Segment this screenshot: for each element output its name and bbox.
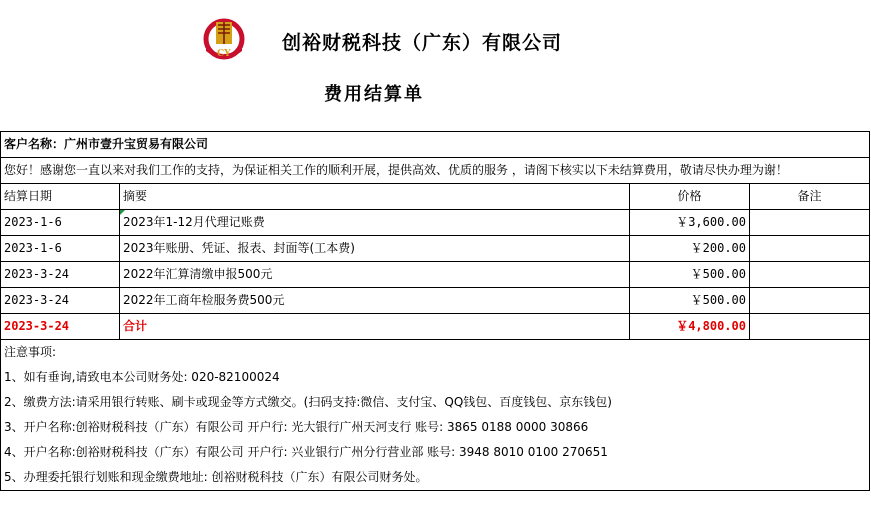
note-row [1,390,870,415]
customer-name: 广州市壹升宝贸易有限公司 [64,137,209,151]
table-row [1,262,870,288]
note-item: 2、缴费方法:请采用银行转账、刷卡或现金等方式缴交。(扫码支持:微信、支付宝、QQ钱包、百度钱包、京东钱包) [1,390,870,415]
notes-title-row [1,340,870,366]
greeting-text: 您好！感谢您一直以来对我们工作的支持，为保证相关工作的顺利开展，提供高效、优质的服务 ，请阁下核实以下未结算费用，敬请尽快办理为谢！ [1,158,870,184]
row-summary: 2023年账册、凭证、报表、封面等(工本费) [120,236,630,262]
row-remark [750,262,870,288]
note-row [1,365,870,390]
row-date: 2023-3-24 [1,262,120,288]
note-item: 4、开户名称:创裕财税科技（广东）有限公司 开户行: 兴业银行广州分行营业部 账号: 3948 8010 0100 270651 [1,440,870,465]
row-summary: 2022年工商年检服务费500元 [120,288,630,314]
total-row [1,314,870,340]
table-header-row [1,184,870,210]
customer-cell [1,132,870,158]
note-row [1,440,870,465]
table-row [1,288,870,314]
note-row [1,415,870,440]
company-name: 创裕财税科技（广东）有限公司 [282,32,563,54]
note-item: 5、办理委托银行划账和现金缴费地址: 创裕财税科技（广东）有限公司财务处。 [1,465,870,491]
total-price: ￥4,800.00 [630,314,750,340]
row-date: 2023-1-6 [1,236,120,262]
row-price: ￥500.00 [630,262,750,288]
note-item: 1、如有垂询,请致电本公司财务处: 020-82100024 [1,365,870,390]
header-remark: 备注 [750,184,870,210]
total-date: 2023-3-24 [1,314,120,340]
company-logo [200,16,248,62]
customer-label: 客户名称： [4,137,65,151]
row-date: 2023-1-6 [1,210,120,236]
row-remark [750,236,870,262]
header-price: 价格 [630,184,750,210]
document-title: 费用结算单 [324,84,424,105]
note-row [1,465,870,491]
row-price: ￥200.00 [630,236,750,262]
settlement-table [0,131,870,491]
total-remark [750,314,870,340]
row-price: ￥3,600.00 [630,210,750,236]
row-remark [750,288,870,314]
svg-text:CY: CY [217,49,231,59]
header-date: 结算日期 [1,184,120,210]
notes-title: 注意事项: [1,340,870,366]
header-summary: 摘要 [120,184,630,210]
row-summary: 2022年汇算清缴申报500元 [120,262,630,288]
table-row [1,236,870,262]
row-summary: 2023年1-12月代理记账费 [120,210,630,236]
greeting-row [1,158,870,184]
row-date: 2023-3-24 [1,288,120,314]
total-label: 合计 [120,314,630,340]
table-row [1,210,870,236]
row-price: ￥500.00 [630,288,750,314]
customer-row [1,132,870,158]
document-header [0,0,871,128]
note-item: 3、开户名称:创裕财税科技（广东）有限公司 开户行: 光大银行广州天河支行 账号: 3865 0188 0000 30866 [1,415,870,440]
row-remark [750,210,870,236]
